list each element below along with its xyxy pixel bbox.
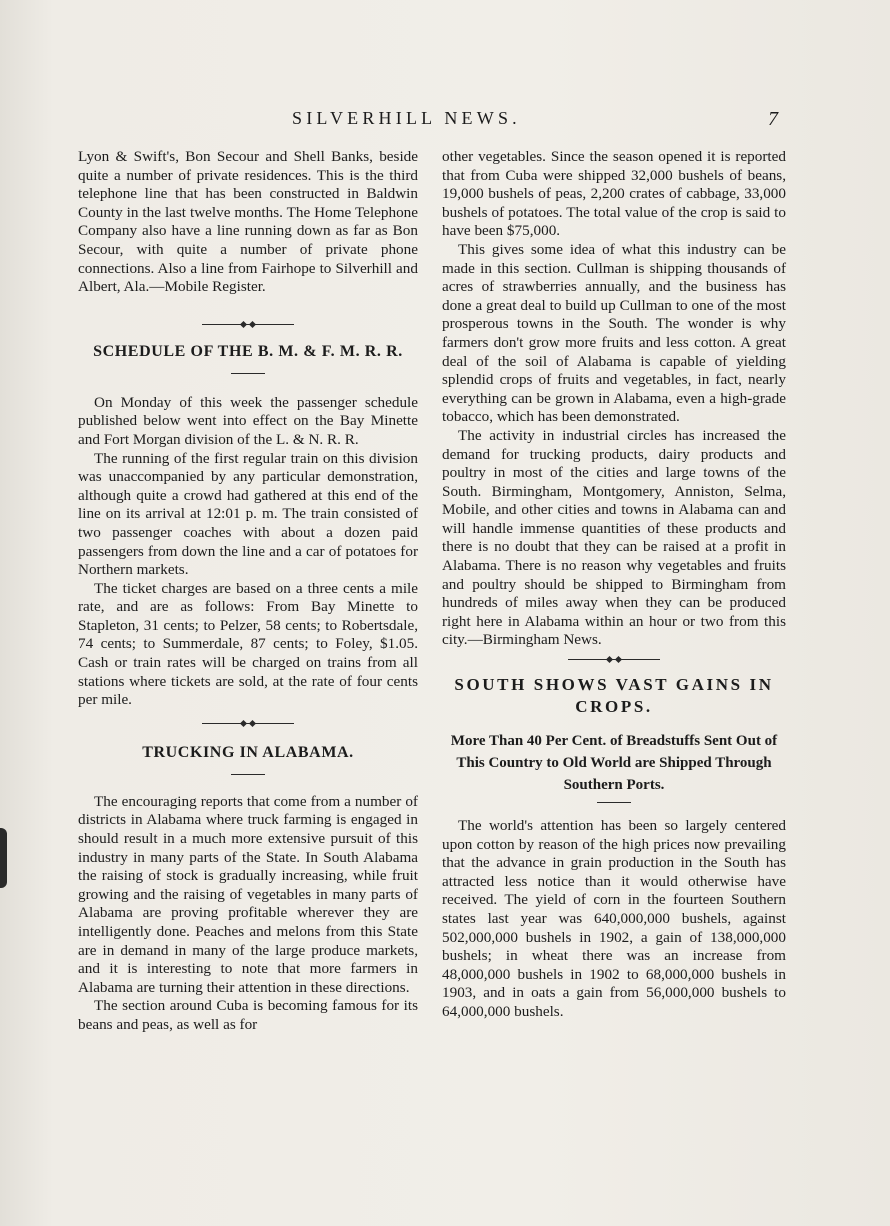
crops-paragraph: The world's attention has been so largely centered upon cotton by reason of the high prices now prevailing that the advance in grain production in the South has attracted less notice than it would otherwise have received. The yield of corn in the fourteen Southern states last year was 640,000,000 bushels, against 502,000,000 bushels in 1902, a gain of 138,000,000 bushels; in wheat there was an increase from 48,000,000 bushels in 1902 to 68,000,000 bushels in 1903, and in oats a gain from 56,000,000 bushels to 64,000,000 bushels. [442, 817, 786, 1020]
schedule-paragraph: The ticket charges are based on a three cents a mile rate, and are as follows: From Bay Minette to Stapleton, 31 cents; to Pelzer, 58 cents; to Robertsdale, 74 cents; to Summerdale, 87 cents; to Foley, $1.05. Cash or train rates will be charged on trains from all stations where tickets are sold, at the rate of four cents per mile. [78, 579, 418, 709]
trucking-paragraph: This gives some idea of what this industry can be made in this section. Cullman is shipping thousands of acres of strawberries annually, and the business has done a great deal to build up Cullman to one of the most prosperous towns in the South. The wonder is why farmers don't grow more fruits and less cotton. A great deal of the soil of Alabama is capable of yielding splendid crops of fruits and vegetables, in fact, nearly everything can be grown in Alabama, even a high-grade tobacco, which has been demonstrated. [442, 240, 786, 426]
trucking-paragraph: The encouraging reports that come from a number of districts in Alabama where truck farming is engaged in should result in a much more extensive pursuit of this industry in many parts of the State. In South Alabama the raising of stock is gradually increasing, while fruit growing and the raising of vegetables in many parts of Alabama are proving profitable wherever they are intelligently done. Peaches and melons from this State are in demand in many of the large produce markets, and it is interesting to note that more farmers in Alabama are turning their attention in these directions. [78, 792, 418, 996]
trucking-paragraph: The section around Cuba is becoming famous for its beans and peas, as well as for [78, 997, 418, 1033]
trucking-article-continued: other vegetables. Since the season opened it is reported that from Cuba were shipped 32,000 bushels of beans, 19,000 bushels of peas, 2,200 crates of cabbage, 33,000 bushels of potatoes. The total value of the crop is said to have been $75,000. [442, 148, 786, 240]
section-divider [202, 720, 294, 728]
left-column [78, 148, 418, 1035]
trucking-heading: TRUCKING IN ALABAMA. [142, 743, 354, 761]
running-head: SILVERHILL NEWS. [292, 108, 521, 128]
schedule-paragraph: On Monday of this week the passenger schedule published below went into effect on the Bay Minette and Fort Morgan division of the L. & N. R. R. [78, 393, 418, 448]
trucking-paragraph: The activity in industrial circles has increased the demand for trucking products, dairy products and poultry in most of the cities and large towns of the South. Birmingham, Montgomery, Anniston, Selma, Mobile, and other cities and towns in Alabama can and will handle immense quantities of these products and there is no doubt that they can be raised at a profit in Alabama. There is no reason why vegetables and fruits and poultry should be shipped to Birmingham from hundreds of miles away when they can be produced right here in Alabama within an hour or two from this city.—Birmingham News. [442, 426, 786, 649]
crops-subheading: More Than 40 Per Cent. of Breadstuffs Sent Out of This Country to Old World are Shipped Through Southern Ports. [450, 733, 778, 794]
section-divider [568, 656, 660, 664]
right-column [442, 148, 786, 1022]
binding-mark [0, 828, 7, 888]
page-number: 7 [768, 108, 778, 130]
section-divider [202, 321, 294, 329]
schedule-paragraph: The running of the first regular train on this division was unaccompanied by any particular demonstration, although quite a crowd had gathered at this end of the line on its arrival at 12:01 p. m. The train consisted of two passenger coaches with about a dozen paid passengers from down the line and a car of potatoes for Northern markets. [78, 449, 418, 579]
telephone-article-continued: Lyon & Swift's, Bon Secour and Shell Banks, beside quite a number of private residences. This is the third telephone line that has been constructed in Baldwin County in the last twelve months. The Home Telephone Company also have a line running down as far as Bon Secour, with quite a number of private phone connections. Also a line from Fairhope to Silverhill and Albert, Ala.—Mobile Register. [78, 148, 418, 296]
page-header [0, 108, 890, 138]
schedule-heading: SCHEDULE OF THE B. M. & F. M. R. R. [93, 342, 403, 360]
crops-heading: SOUTH SHOWS VAST GAINS IN CROPS. [454, 675, 774, 717]
